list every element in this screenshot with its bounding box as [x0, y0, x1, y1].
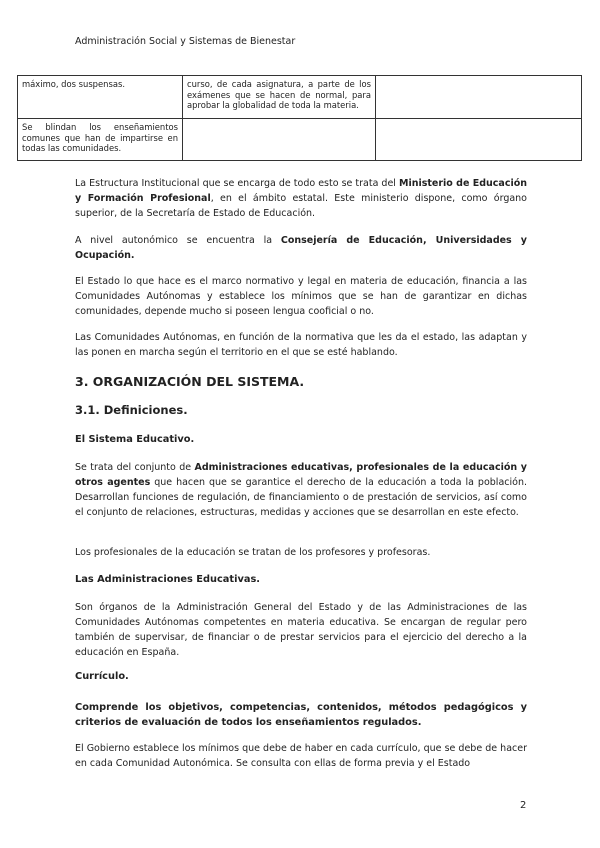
paragraph-institutional-structure: La Estructura Institucional que se encarga de todo esto se trata del Ministerio de Educación y Formación Profesional, en el ámbito estatal. Este ministerio dispone, como órgano superior, de la Secretaría de Estado de Educación. — [75, 178, 528, 219]
paragraph-gobierno: El Gobierno establece los mínimos que debe de haber en cada currículo, que se debe de hacer en cada Comunidad Autonómica. Se consulta con ellas de forma previa y el Estado — [75, 743, 527, 769]
paragraph-state-role: El Estado lo que hace es el marco normativo y legal en materia de educación, financia a las Comunidades Autónomas y establece los mínimos que se han de garantizar en dichas comunidades, depende mucho si poseen lengua cooficial o no. — [75, 276, 527, 317]
heading-sistema-educativo: El Sistema Educativo. — [75, 434, 195, 445]
page-number: 2 — [520, 800, 527, 811]
paragraph-autonomic-level: A nivel autonómico se encuentra la Consejería de Educación, Universidades y Ocupación. — [75, 235, 527, 261]
table-cell: curso, de cada asignatura, a parte de los exámenes que se hacen de normal, para aprobar la globalidad de toda la materia. — [183, 76, 376, 119]
table-cell — [183, 119, 376, 161]
criteria-table — [17, 75, 582, 161]
heading-curriculo: Currículo. — [75, 671, 129, 682]
paragraph-curriculo-definition: Comprende los objetivos, competencias, contenidos, métodos pedagógicos y criterios de evaluación de todos los enseñamientos regulados. — [75, 702, 527, 728]
table-cell — [376, 119, 582, 161]
subsection-heading: 3.1. Definiciones. — [75, 403, 188, 417]
heading-administraciones: Las Administraciones Educativas. — [75, 574, 260, 585]
paragraph-profesionales: Los profesionales de la educación se tratan de los profesores y profesoras. — [75, 547, 431, 558]
table-cell: máximo, dos suspensas. — [18, 76, 183, 119]
paragraph-administraciones-definition: Son órganos de la Administración General del Estado y de las Administraciones de las Comunidades Autónomas competentes en materia educativa. Se encargan de regular pero también de supervisar, de financiar o de prestar servicios para el ejercicio del derecho a la educación en España. — [75, 602, 527, 658]
table-row — [18, 119, 582, 161]
paragraph-autonomous-communities: Las Comunidades Autónomas, en función de la normativa que les da el estado, las adaptan y las ponen en marcha según el territorio en el que se esté hablando. — [75, 332, 527, 358]
section-heading: 3. ORGANIZACIÓN DEL SISTEMA. — [75, 374, 305, 389]
running-header: Administración Social y Sistemas de Bienestar — [75, 36, 296, 47]
table-cell: Se blindan los enseñamientos comunes que han de impartirse en todas las comunidades. — [18, 119, 183, 161]
table-row — [18, 76, 582, 119]
paragraph-sistema-definition: Se trata del conjunto de Administraciones educativas, profesionales de la educación y otros agentes que hacen que se garantice el derecho de la educación a toda la población. Desarrollan funciones de regulación, de financiamiento o de prestación de servicios, así como el conjunto de relaciones, estructuras, medidas y acciones que se desarrollan en este efecto. — [75, 462, 527, 518]
table-cell — [376, 76, 582, 119]
